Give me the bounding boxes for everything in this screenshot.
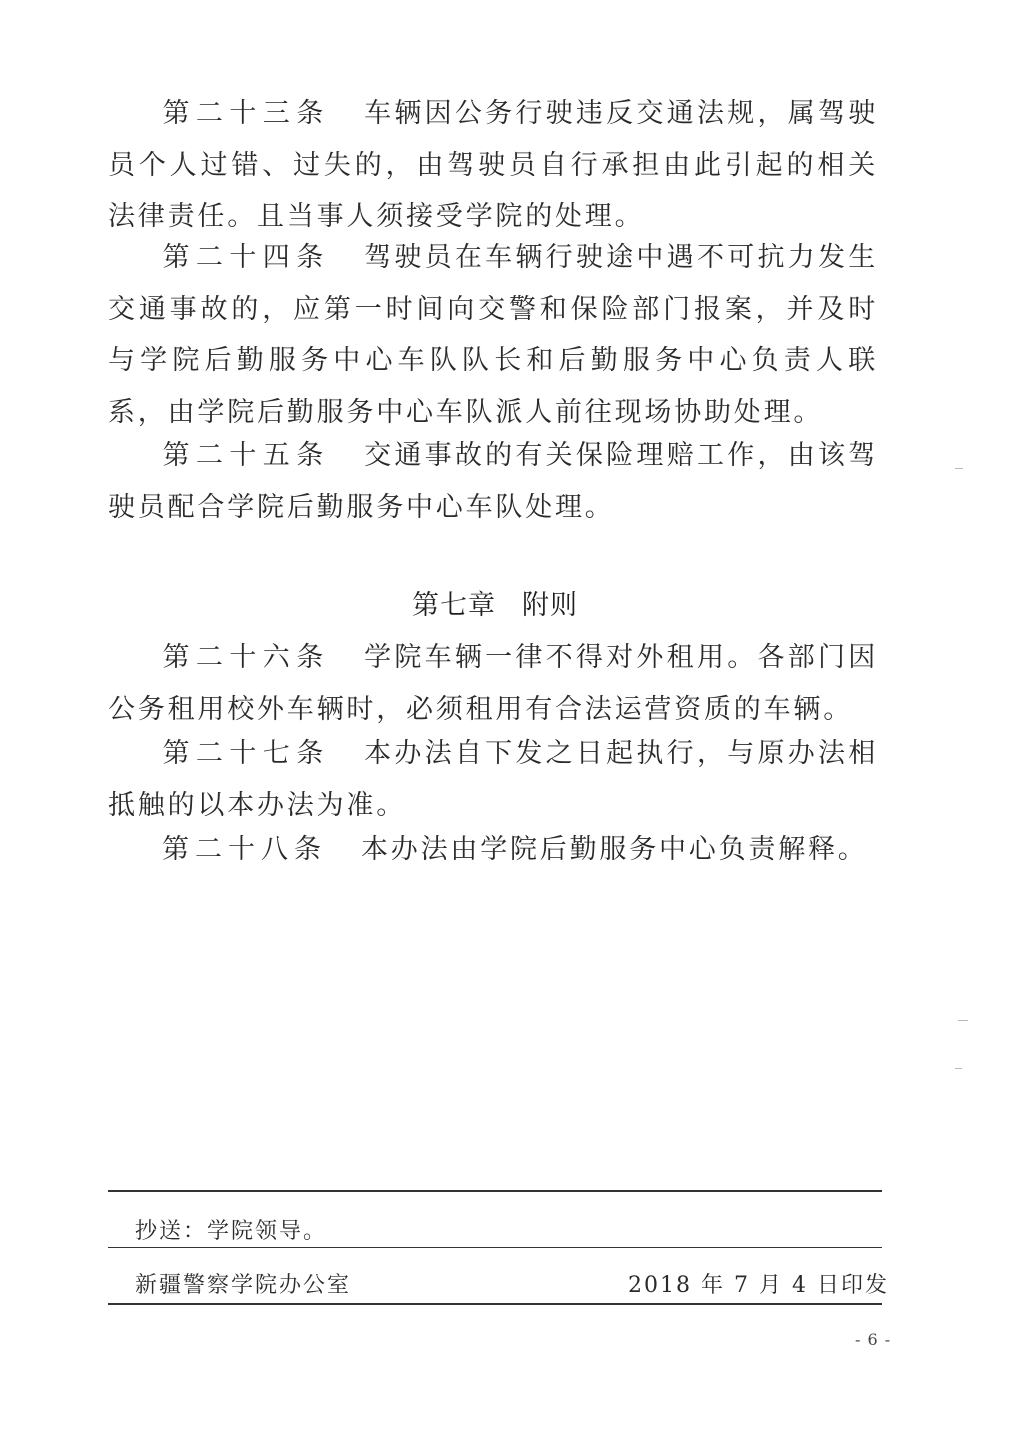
issue-date: 2018 年 7 月 4 日印发 [628,1273,889,1298]
article-27 [108,728,878,831]
chapter-heading [0,583,990,622]
article-label: 第二十三条 [162,98,330,129]
article-text: 学院车辆一律不得对外租用。各部门因公务租用校外车辆时，必须租用有合法运营资质的车辆。 [108,642,878,725]
issuer: 新疆警察学院办公室 [135,1273,352,1298]
article-text: 驾驶员在车辆行驶途中遇不可抗力发生交通事故的，应第一时间向交警和保险部门报案，并及时与学院后勤服务中心车队队长和后勤服务中心负责人联系，由学院后勤服务中心车队派人前往现场协助处理。 [108,242,878,428]
chapter-number: 第七章 [412,590,496,621]
cc-line: 抄送：学院领导。 [135,1219,328,1244]
article-26 [108,632,878,735]
scan-speck [955,1068,962,1069]
chapter-title: 附则 [522,590,578,621]
footer-middle-rule [108,1247,882,1248]
scan-speck [958,1020,968,1021]
article-23 [108,88,878,243]
article-text: 本办法由学院后勤服务中心负责解释。 [361,834,868,865]
article-label: 第二十七条 [162,738,330,769]
scan-speck [955,468,963,469]
article-label: 第二十六条 [162,642,330,673]
article-text: 本办法自下发之日起执行，与原办法相抵触的以本办法为准。 [108,738,878,821]
footer-top-rule [108,1190,882,1192]
article-text: 车辆因公务行驶违反交通法规，属驾驶员个人过错、过失的，由驾驶员自行承担由此引起的相关法律责任。且当事人须接受学院的处理。 [108,98,878,232]
article-label: 第二十四条 [162,242,330,273]
article-text: 交通事故的有关保险理赔工作，由该驾驶员配合学院后勤服务中心车队处理。 [108,440,878,523]
article-24 [108,232,878,438]
footer-bottom-rule [108,1303,882,1305]
page-number: - 6 - [855,1330,892,1349]
article-label: 第二十五条 [162,440,330,471]
article-label: 第二十八条 [162,834,327,865]
article-28 [108,824,878,876]
article-25 [108,430,878,533]
